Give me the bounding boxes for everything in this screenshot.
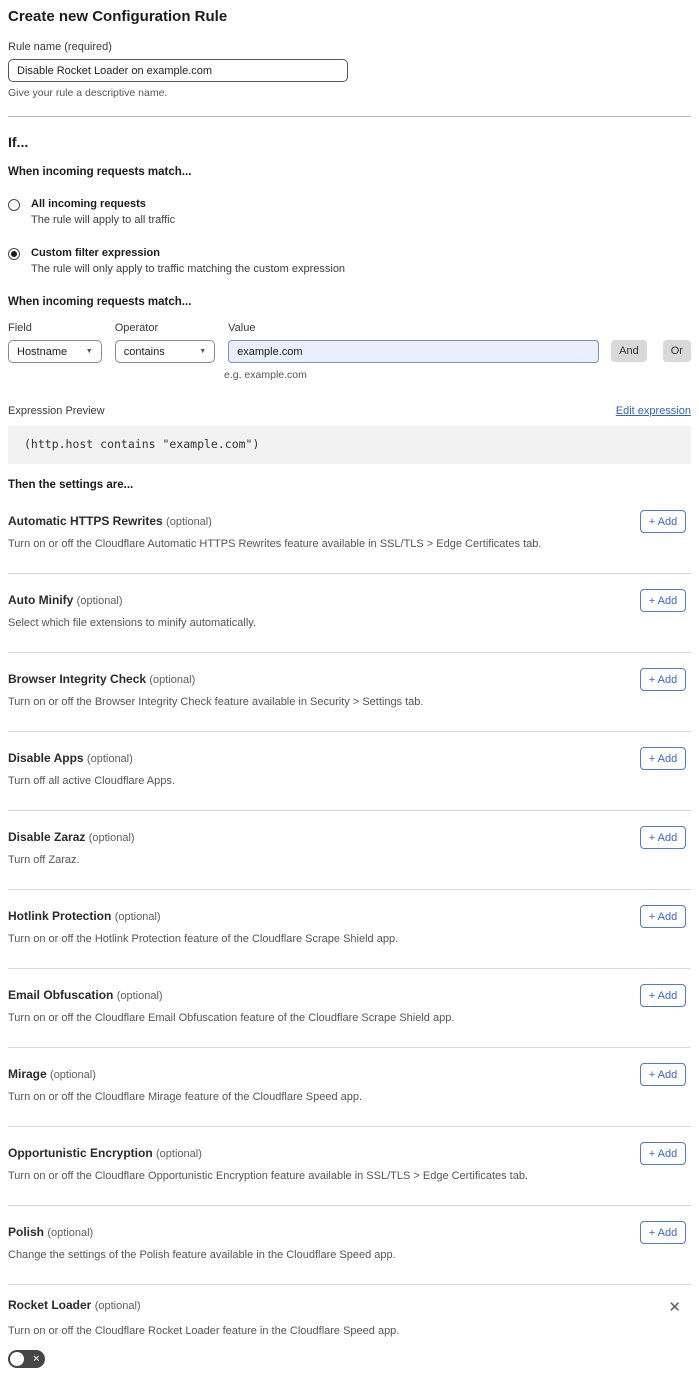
setting-rocket-loader — [8, 1285, 691, 1368]
or-button[interactable]: Or — [663, 340, 691, 362]
optional-tag: (optional) — [156, 1148, 202, 1160]
section-divider — [8, 116, 691, 117]
rule-name-group — [8, 41, 691, 99]
setting-name: Polish — [8, 1225, 45, 1239]
setting-description: Turn on or off the Cloudflare Automatic HTTPS Rewrites feature available in SSL/TLS > Edge Certificates tab. — [8, 538, 542, 550]
setting-description: Turn on or off the Cloudflare Email Obfuscation feature of the Cloudflare Scrape Shield app. — [8, 1012, 455, 1024]
radio-label: All incoming requests — [31, 198, 146, 210]
expression-preview-label: Expression Preview — [8, 405, 105, 417]
setting-name: Mirage — [8, 1067, 47, 1081]
setting-description: Select which file extensions to minify automatically. — [8, 617, 257, 629]
rule-name-helper: Give your rule a descriptive name. — [8, 87, 168, 99]
add-button[interactable]: + Add — [640, 510, 686, 533]
setting-description: Turn on or off the Hotlink Protection feature of the Cloudflare Scrape Shield app. — [8, 933, 399, 945]
setting-description: Change the settings of the Polish feature available in the Cloudflare Speed app. — [8, 1249, 396, 1261]
edit-expression-link[interactable]: Edit expression — [615, 405, 691, 417]
add-button[interactable]: + Add — [640, 747, 686, 770]
optional-tag: (optional) — [114, 911, 161, 923]
setting-disable-zaraz — [8, 811, 691, 890]
toggle-off-icon: ✕ — [32, 1353, 40, 1364]
rocket-loader-toggle[interactable] — [8, 1350, 45, 1368]
setting-mirage — [8, 1048, 691, 1127]
request-match-radio-group — [8, 198, 691, 275]
setting-name: Rocket Loader — [8, 1298, 92, 1312]
setting-description: Turn on or off the Cloudflare Rocket Loader feature in the Cloudflare Speed app. — [8, 1325, 400, 1337]
optional-tag: (optional) — [47, 1227, 94, 1239]
setting-hotlink-protection — [8, 890, 691, 969]
optional-tag: (optional) — [116, 990, 163, 1002]
setting-opportunistic-encryption — [8, 1127, 691, 1206]
value-label: Value — [228, 322, 256, 334]
optional-tag: (optional) — [166, 516, 212, 528]
radio-label: Custom filter expression — [31, 247, 160, 259]
setting-name: Auto Minify — [8, 593, 74, 607]
add-button[interactable]: + Add — [640, 984, 686, 1007]
rule-name-input[interactable] — [8, 59, 348, 82]
field-select[interactable] — [8, 340, 102, 363]
toggle-knob — [10, 1352, 24, 1366]
add-button[interactable]: + Add — [640, 1221, 686, 1244]
add-button[interactable]: + Add — [640, 589, 686, 612]
field-label: Field — [8, 322, 32, 334]
setting-browser-integrity-check — [8, 653, 691, 732]
setting-name: Disable Apps — [8, 751, 84, 765]
add-button[interactable]: + Add — [640, 1142, 686, 1165]
filter-expression-row — [8, 322, 691, 363]
setting-name: Hotlink Protection — [8, 909, 112, 923]
chevron-down-icon: ▼ — [85, 348, 93, 355]
field-select-value: Hostname — [17, 345, 68, 358]
radio-description: The rule will only apply to traffic matching the custom expression — [31, 263, 346, 275]
chevron-down-icon: ▼ — [199, 348, 207, 355]
add-button[interactable]: + Add — [640, 905, 686, 928]
expression-code-block: (http.host contains "example.com") — [8, 426, 691, 464]
optional-tag: (optional) — [76, 595, 123, 607]
optional-tag: (optional) — [50, 1069, 96, 1081]
add-button[interactable]: + Add — [640, 668, 686, 691]
optional-tag: (optional) — [88, 832, 135, 844]
setting-name: Automatic HTTPS Rewrites — [8, 514, 163, 528]
radio-all-incoming-requests[interactable] — [8, 198, 691, 226]
setting-email-obfuscation — [8, 969, 691, 1048]
radio-unchecked-icon[interactable] — [8, 199, 20, 211]
close-icon[interactable]: ✕ — [668, 1299, 681, 1316]
setting-description: Turn on or off the Cloudflare Mirage feature of the Cloudflare Speed app. — [8, 1091, 363, 1103]
operator-select-value: contains — [123, 345, 165, 358]
rule-name-label: Rule name (required) — [8, 41, 112, 53]
setting-automatic-https-rewrites — [8, 495, 691, 574]
optional-tag: (optional) — [94, 1300, 141, 1312]
setting-description: Turn off all active Cloudflare Apps. — [8, 775, 175, 787]
filter-match-heading: When incoming requests match... — [8, 296, 192, 308]
page-title: Create new Configuration Rule — [8, 8, 228, 25]
if-heading: If... — [8, 134, 29, 150]
setting-polish — [8, 1206, 691, 1285]
setting-description: Turn off Zaraz. — [8, 854, 80, 866]
setting-name: Email Obfuscation — [8, 988, 114, 1002]
setting-name: Opportunistic Encryption — [8, 1146, 153, 1160]
setting-auto-minify — [8, 574, 691, 653]
operator-select[interactable] — [115, 340, 215, 363]
setting-description: Turn on or off the Cloudflare Opportunistic Encryption feature available in SSL/TLS > Edge Certificates tab. — [8, 1170, 529, 1182]
radio-description: The rule will apply to all traffic — [31, 214, 176, 226]
setting-name: Disable Zaraz — [8, 830, 86, 844]
setting-description: Turn on or off the Browser Integrity Check feature available in Security > Settings tab. — [8, 696, 424, 708]
expression-preview-row — [8, 405, 691, 417]
radio-checked-icon[interactable] — [8, 248, 20, 260]
setting-name: Browser Integrity Check — [8, 672, 147, 686]
operator-label: Operator — [114, 322, 159, 334]
settings-list — [8, 495, 691, 1285]
add-button[interactable]: + Add — [640, 1063, 686, 1086]
setting-disable-apps — [8, 732, 691, 811]
value-input[interactable] — [228, 340, 599, 363]
optional-tag: (optional) — [86, 753, 133, 765]
optional-tag: (optional) — [149, 674, 196, 686]
value-helper: e.g. example.com — [224, 369, 307, 381]
incoming-requests-match-heading: When incoming requests match... — [8, 166, 192, 178]
add-button[interactable]: + Add — [640, 826, 686, 849]
radio-custom-filter-expression[interactable] — [8, 247, 691, 275]
then-settings-heading: Then the settings are... — [8, 479, 134, 491]
and-button[interactable]: And — [611, 340, 647, 362]
